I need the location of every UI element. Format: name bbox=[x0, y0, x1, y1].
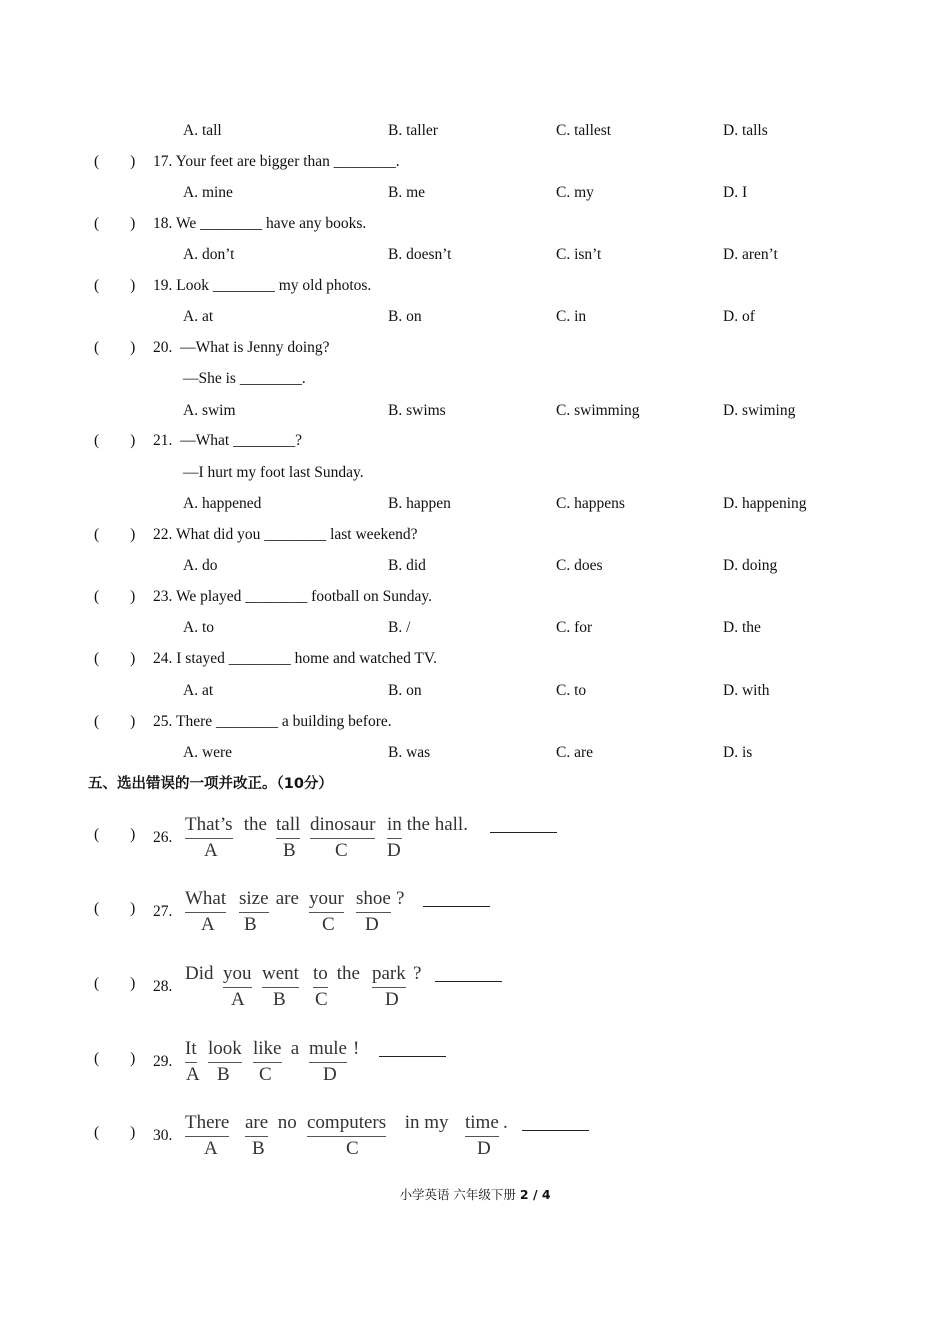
plain-text bbox=[256, 961, 261, 987]
q25-options bbox=[0, 741, 950, 765]
option-c: C. tallest bbox=[556, 122, 612, 139]
plain-text: ? bbox=[396, 888, 405, 909]
question-number: 28. bbox=[153, 978, 173, 995]
option-c: C. swimming bbox=[556, 402, 640, 419]
plain-text: Did bbox=[185, 963, 219, 984]
option-c: C. to bbox=[556, 682, 587, 699]
page-number: 2 / 4 bbox=[519, 1187, 551, 1202]
option-a: A. don’t bbox=[183, 246, 235, 263]
option-a-word: It bbox=[185, 1036, 197, 1063]
question-stem: 21. —What ________? bbox=[153, 432, 302, 449]
question-number: 29. bbox=[153, 1053, 173, 1070]
option-c: C. does bbox=[556, 557, 603, 574]
option-a-word: What bbox=[185, 886, 226, 913]
plain-text bbox=[202, 1036, 207, 1062]
label-c: C bbox=[322, 914, 335, 935]
option-b: B. was bbox=[388, 744, 431, 761]
option-c: C. my bbox=[556, 184, 594, 201]
plain-text: ? bbox=[413, 963, 422, 984]
plain-text bbox=[239, 1110, 244, 1136]
question-stem: 19. Look ________ my old photos. bbox=[153, 277, 372, 294]
question-21-reply bbox=[0, 461, 950, 485]
option-a: A. mine bbox=[183, 184, 233, 201]
question-stem: 25. There ________ a building before. bbox=[153, 713, 392, 730]
option-b: B. on bbox=[388, 682, 422, 699]
label-c: C bbox=[346, 1138, 359, 1159]
question-stem: 24. I stayed ________ home and watched TV. bbox=[153, 650, 437, 667]
plain-text: the bbox=[332, 963, 365, 984]
question-stem: 18. We ________ have any books. bbox=[153, 215, 367, 232]
question-22 bbox=[0, 523, 950, 547]
answer-bracket[interactable]: ( ) bbox=[94, 1124, 136, 1141]
label-a: A bbox=[201, 914, 215, 935]
error-question-27 bbox=[0, 886, 950, 942]
option-c: C. isn’t bbox=[556, 246, 602, 263]
option-a-word: There bbox=[185, 1110, 229, 1137]
error-question-29 bbox=[0, 1036, 950, 1092]
plain-text: . bbox=[503, 1112, 508, 1133]
option-a: A. happened bbox=[183, 495, 262, 512]
question-stem: 23. We played ________ football on Sunday. bbox=[153, 588, 433, 605]
option-d: D. the bbox=[723, 619, 761, 636]
option-d: D. of bbox=[723, 308, 755, 325]
option-b: B. on bbox=[388, 308, 422, 325]
answer-bracket[interactable]: ( ) bbox=[94, 975, 136, 992]
option-d-word: mule bbox=[309, 1036, 347, 1063]
label-d: D bbox=[385, 989, 399, 1010]
question-18 bbox=[0, 212, 950, 236]
option-b: B. / bbox=[388, 619, 411, 636]
option-d: D. swiming bbox=[723, 402, 796, 419]
correction-blank[interactable] bbox=[490, 832, 557, 833]
question-number: 26. bbox=[153, 829, 173, 846]
plain-text bbox=[307, 961, 312, 987]
question-number: 30. bbox=[153, 1127, 173, 1144]
label-c: C bbox=[315, 989, 328, 1010]
footer-subject: 小学英语 六年级下册 bbox=[399, 1187, 520, 1202]
q21-options bbox=[0, 492, 950, 516]
q16-options bbox=[0, 119, 950, 143]
option-d: D. I bbox=[723, 184, 748, 201]
question-stem: 20. —What is Jenny doing? bbox=[153, 339, 330, 356]
option-a-word: That’s bbox=[185, 812, 233, 839]
option-c: C. for bbox=[556, 619, 593, 636]
plain-text bbox=[304, 812, 309, 838]
question-stem: 22. What did you ________ last weekend? bbox=[153, 526, 418, 543]
option-a: A. were bbox=[183, 744, 233, 761]
option-b-word: tall bbox=[276, 812, 300, 839]
page-footer bbox=[0, 1185, 950, 1205]
question-17 bbox=[0, 150, 950, 174]
option-a: A. to bbox=[183, 619, 214, 636]
option-d: D. with bbox=[723, 682, 770, 699]
answer-bracket[interactable]: ( ) bbox=[94, 650, 136, 667]
question-25 bbox=[0, 710, 950, 734]
label-b: B bbox=[283, 840, 296, 861]
answer-bracket[interactable]: ( ) bbox=[94, 1050, 136, 1067]
plain-text bbox=[381, 812, 386, 838]
answer-bracket[interactable]: ( ) bbox=[94, 588, 136, 605]
label-b: B bbox=[273, 989, 286, 1010]
label-a: A bbox=[204, 840, 218, 861]
option-b: B. happen bbox=[388, 495, 451, 512]
option-b: B. did bbox=[388, 557, 426, 574]
option-d-word: park bbox=[372, 961, 406, 988]
dialogue-reply: —I hurt my foot last Sunday. bbox=[183, 464, 364, 481]
option-b: B. taller bbox=[388, 122, 438, 139]
q19-options bbox=[0, 305, 950, 329]
plain-text: no bbox=[273, 1112, 302, 1133]
answer-bracket[interactable]: ( ) bbox=[94, 339, 136, 356]
question-20 bbox=[0, 336, 950, 360]
label-c: C bbox=[335, 840, 348, 861]
option-c: C. in bbox=[556, 308, 587, 325]
question-20-reply bbox=[0, 367, 950, 391]
error-question-30 bbox=[0, 1110, 950, 1166]
correction-blank[interactable] bbox=[522, 1130, 589, 1131]
q20-options bbox=[0, 399, 950, 423]
q24-options bbox=[0, 679, 950, 703]
label-c: C bbox=[259, 1064, 272, 1085]
label-d: D bbox=[477, 1138, 491, 1159]
plain-text: are bbox=[271, 888, 304, 909]
option-b-word: are bbox=[245, 1110, 268, 1137]
answer-bracket[interactable]: ( ) bbox=[94, 432, 136, 449]
plain-text: in my bbox=[400, 1112, 454, 1133]
option-c: C. are bbox=[556, 744, 594, 761]
option-a: A. do bbox=[183, 557, 218, 574]
option-b: B. swims bbox=[388, 402, 446, 419]
option-d: D. aren’t bbox=[723, 246, 778, 263]
q23-options bbox=[0, 616, 950, 640]
option-c: C. happens bbox=[556, 495, 625, 512]
plain-text: ! bbox=[353, 1038, 360, 1059]
answer-bracket[interactable]: ( ) bbox=[94, 526, 136, 543]
section-title: 五、选出错误的一项并改正。（10分） bbox=[88, 776, 333, 792]
option-c-word: computers bbox=[307, 1110, 386, 1137]
option-d-word: shoe bbox=[356, 886, 391, 913]
label-b: B bbox=[252, 1138, 265, 1159]
error-question-26 bbox=[0, 812, 950, 868]
option-c-word: your bbox=[309, 886, 344, 913]
label-b: B bbox=[244, 914, 257, 935]
plain-text: a bbox=[286, 1038, 304, 1059]
option-a: A. at bbox=[183, 682, 214, 699]
option-a-word: you bbox=[223, 961, 252, 988]
answer-bracket[interactable]: ( ) bbox=[94, 826, 136, 843]
plain-text: the bbox=[239, 814, 272, 835]
answer-bracket[interactable]: ( ) bbox=[94, 900, 136, 917]
plain-text bbox=[350, 886, 355, 912]
option-c-word: dinosaur bbox=[310, 812, 375, 839]
option-d: D. doing bbox=[723, 557, 778, 574]
option-a: A. swim bbox=[183, 402, 236, 419]
q17-options bbox=[0, 181, 950, 205]
correction-blank[interactable] bbox=[435, 981, 502, 982]
correction-blank[interactable] bbox=[423, 906, 490, 907]
option-b: B. doesn’t bbox=[388, 246, 452, 263]
label-d: D bbox=[323, 1064, 337, 1085]
dialogue-reply: —She is ________. bbox=[183, 370, 306, 387]
correction-blank[interactable] bbox=[379, 1056, 446, 1057]
label-b: B bbox=[217, 1064, 230, 1085]
option-d: D. is bbox=[723, 744, 753, 761]
label-d: D bbox=[365, 914, 379, 935]
option-b-word: size bbox=[239, 886, 269, 913]
label-a: A bbox=[204, 1138, 218, 1159]
q22-options bbox=[0, 554, 950, 578]
question-stem: 17. Your feet are bigger than ________. bbox=[153, 153, 400, 170]
answer-bracket[interactable]: ( ) bbox=[94, 153, 136, 170]
answer-bracket[interactable]: ( ) bbox=[94, 215, 136, 232]
error-question-28 bbox=[0, 961, 950, 1017]
option-b-word: look bbox=[208, 1036, 242, 1063]
label-a: A bbox=[186, 1064, 200, 1085]
option-a: A. at bbox=[183, 308, 214, 325]
plain-text: the hall. bbox=[402, 814, 468, 835]
label-a: A bbox=[231, 989, 245, 1010]
question-19 bbox=[0, 274, 950, 298]
option-c-word: to bbox=[313, 961, 328, 988]
option-b: B. me bbox=[388, 184, 426, 201]
question-number: 27. bbox=[153, 903, 173, 920]
q18-options bbox=[0, 243, 950, 267]
question-21 bbox=[0, 429, 950, 453]
plain-text bbox=[247, 1036, 252, 1062]
question-23 bbox=[0, 585, 950, 609]
option-b-word: went bbox=[262, 961, 299, 988]
answer-bracket[interactable]: ( ) bbox=[94, 713, 136, 730]
label-d: D bbox=[387, 840, 401, 861]
plain-text bbox=[233, 886, 238, 912]
option-c-word: like bbox=[253, 1036, 282, 1063]
option-d: D. happening bbox=[723, 495, 807, 512]
option-d: D. talls bbox=[723, 122, 768, 139]
option-d-word: in bbox=[387, 812, 402, 839]
answer-bracket[interactable]: ( ) bbox=[94, 277, 136, 294]
question-24 bbox=[0, 647, 950, 671]
option-d-word: time bbox=[465, 1110, 499, 1137]
option-a: A. tall bbox=[183, 122, 222, 139]
